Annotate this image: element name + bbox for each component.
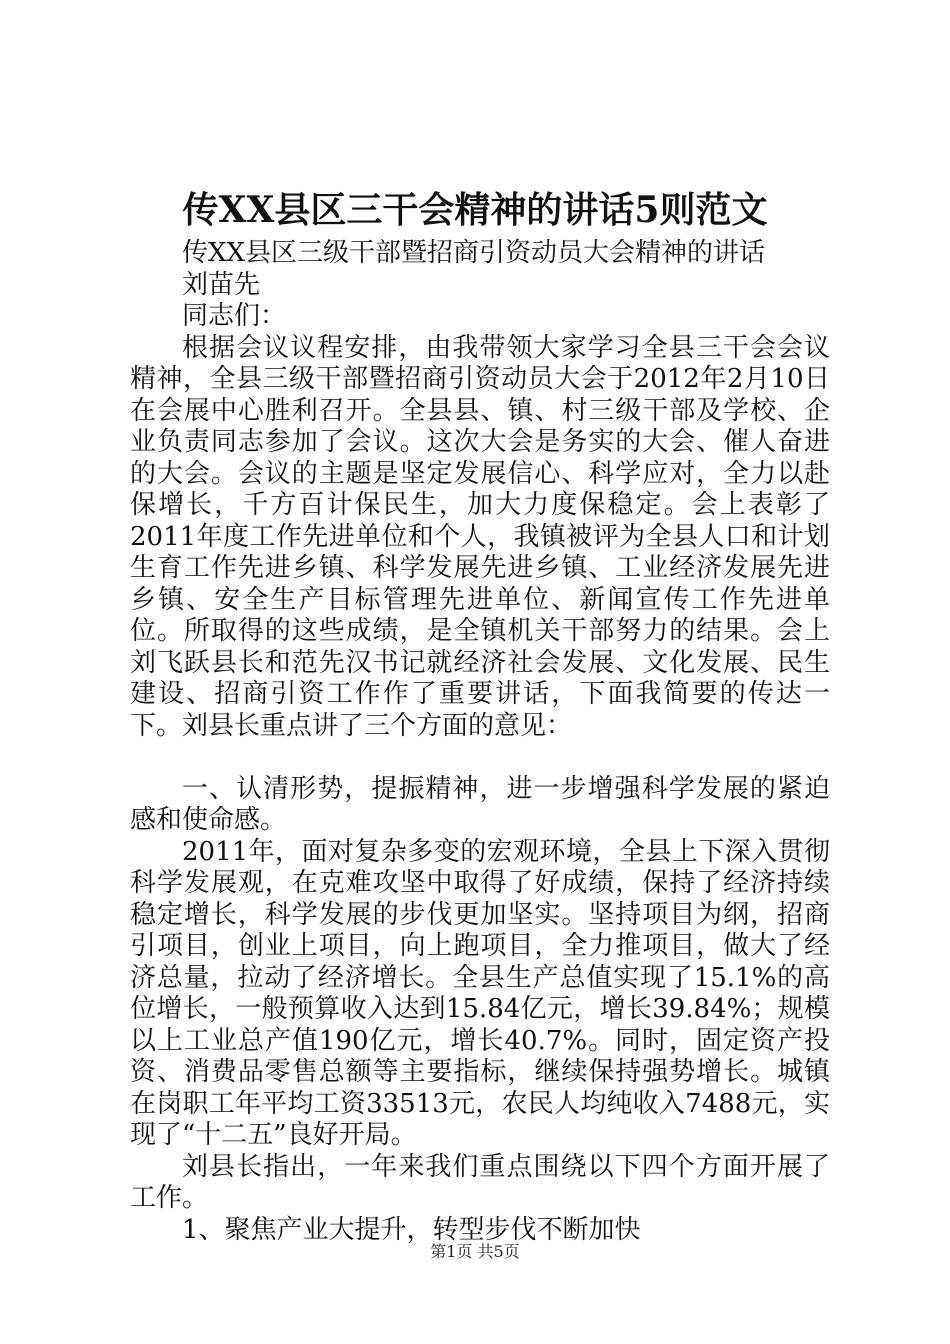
subtitle-paragraph: 传XX县区三级干部暨招商引资动员大会精神的讲话 <box>182 238 766 268</box>
author-paragraph: 刘苗先 <box>182 269 261 300</box>
subsection-heading-paragraph: 1、聚焦产业大提升，转型步伐不断加快 <box>182 1214 641 1245</box>
body-paragraph: 刘县长指出，一年来我们重点围绕以下四个方面开展了工作。 <box>130 1151 830 1213</box>
document-body <box>130 238 830 1246</box>
section-heading-paragraph: 一、认清形势，提振精神，进一步增强科学发展的紧迫感和使命感。 <box>130 773 830 835</box>
body-paragraph: 根据会议议程安排，由我带领大家学习全县三干会会议精神，全县三级干部暨招商引资动员大会于2012年2月10日在会展中心胜利召开。全县县、镇、村三级干部及学校、企业负责同志参加了会议。这次大会是务实的大会、催人奋进的大会。会议的主题是坚定发展信心、科学应对，全力以赴保增长，千方百计保民生，加大力度保稳定。会上表彰了2011年度工作先进单位和个人，我镇被评为全县人口和计划生育工作先进乡镇、科学发展先进乡镇、工业经济发展先进乡镇、安全生产目标管理先进单位、新闻宣传工作先进单位。所取得的这些成绩，是全镇机关干部努力的结果。会上刘飞跃县长和范先汉书记就经济社会发展、文化发展、民生建设、招商引资工作作了重要讲话，下面我简要的传达一下。刘县长重点讲了三个方面的意见： <box>130 332 830 741</box>
page-number-footer: 第1页 共5页 <box>430 1242 520 1261</box>
salutation-paragraph: 同志们： <box>182 301 287 331</box>
document-title: 传XX县区三干会精神的讲话5则范文 <box>182 189 768 231</box>
body-paragraph: 2011年，面对复杂多变的宏观环境，全县上下深入贯彻科学发展观，在克难攻坚中取得了好成绩，保持了经济持续稳定增长，科学发展的步伐更加坚实。坚持项目为纲，招商引项目，创业上项目，向上跑项目，全力推项目，做大了经济总量，拉动了经济增长。全县生产总值实现了15.1%的高位增长，一般预算收入达到15.84亿元，增长39.84%；规模以上工业总产值190亿元，增长40.7%。同时，固定资产投资、消费品零售总额等主要指标，继续保持强势增长。城镇在岗职工年平均工资33513元，农民人均纯收入7488元，实现了“十二五”良好开局。 <box>130 836 830 1150</box>
